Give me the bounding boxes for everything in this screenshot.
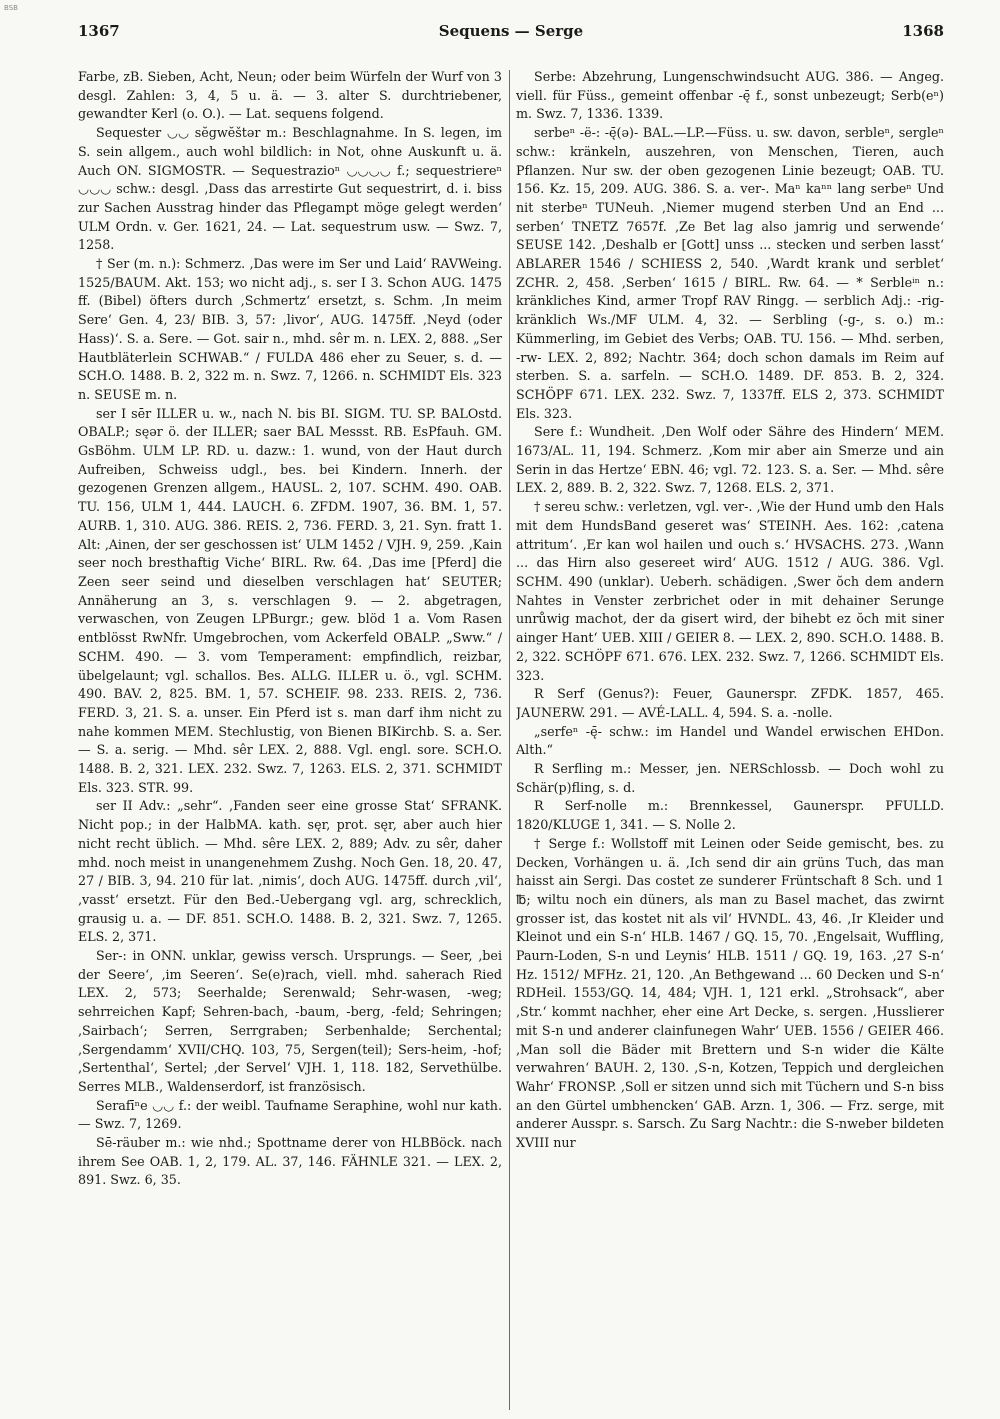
entry-paragraph: Sē-räuber m.: wie nhd.; Spottname derer von HLBBöck. nach ihrem See OAB. 1, 2, 179. AL. 37, 146. FÄHNLE 321. — LEX. 2, 891. Swz. 6, 35. (78, 1135, 502, 1188)
entry-paragraph: R Serf-nolle m.: Brennkessel, Gaunerspr. PFULLD. 1820/KLUGE 1, 341. — S. Nolle 2. (516, 798, 944, 833)
entry-paragraph: † Serge f.: Wollstoff mit Leinen oder Seide gemischt, bes. zu Decken, Vorhängen u. ä. ‚Ich send dir ain grüns Tuch, das man haisst ain Sergi. Das costet ze sunderer Früntschaft 8 Sch. und 1 ℔; wiltu noch ein düners, als man zu Basel machet, das zwirnt grosser ist, das kostet nit als vil‘ HVNDL. 43, 46. ‚Ir Kleider und Kleinot und ein S-n‘ HLB. 1467 / GQ. 15, 70. ‚Engelsait, Wuffling, Paurn-Loden, S-n und Leynis‘ HLB. 1511 / GQ. 19, 163. ‚27 S-n‘ Hz. 1512/ MFHz. 21, 120. ‚An Bethgewand ... 60 Decken und S-n‘ RDHeil. 1553/GQ. 14, 484; VJH. 1, 121 erkl. „Strohsack“, aber ‚Str.‘ kommt nachher, eher eine Art Decke, s. sergen. ‚Husslierer mit S-n und anderer clainfunegen Wahr‘ UEB. 1556 / GEIER 466. ‚Man soll die Bäder mit Brettern und S-n wider die Kälte verwahren‘ BAUH. 2, 130. ‚S-n, Kotzen, Teppich und dergleichen Wahr‘ FRONSP. ‚Soll er sitzen unnd sich mit Tüchern und S-n biss an den Gürtel umbhencken‘ GAB. Arzn. 1, 306. — Frz. serge, mit anderer Ausspr. s. Sarsch. Zu Sarg Nachtr.: die S-nweber bildeten XVIII nur (516, 835, 944, 1151)
entry-paragraph: Serafīⁿe ◡◡ f.: der weibl. Taufname Seraphine, wohl nur kath. — Swz. 7, 1269. (78, 1097, 502, 1132)
running-title: Sequens — Serge (438, 22, 584, 40)
entry-paragraph: R Serfling m.: Messer, jen. NERSchlossb. — Doch wohl zu Schär(p)fling, s. d. (516, 761, 944, 795)
right-column (516, 68, 944, 1413)
left-column (78, 68, 502, 1413)
entry-paragraph: Farbe, zB. Sieben, Acht, Neun; oder beim Würfeln der Wurf von 3 desgl. Zahlen: 3, 4, 5 u. ä. — 3. alter S. durchtriebener, gewandter Kerl (o. O.). — Lat. sequens folgend. (78, 69, 502, 122)
column-divider (509, 70, 510, 1410)
entry-paragraph: Sere f.: Wundheit. ‚Den Wolf oder Sähre des Hindern‘ MEM. 1673/AL. 11, 194. Schmerz. ‚Kom mir aber ain Smerze und ain Serin in das Hertze‘ EBN. 46; vgl. 72. 123. S. a. Ser. — Mhd. sêre LEX. 2, 889. B. 2, 322. Swz. 7, 1268. ELS. 2, 371. (516, 424, 944, 496)
right-page-number: 1368 (902, 22, 944, 40)
entry-paragraph: † sereu schw.: verletzen, vgl. ver-. ‚Wie der Hund umb den Hals mit dem HundsBand geseret was‘ STEINH. Aes. 162: ‚catena attritum‘. ‚Er kan wol hailen und ouch s.‘ HVSACHS. 273. ‚Wann ... das Hirn also gesereet wird‘ AUG. 1512 / AUG. 386. Vgl. SCHM. 490 (unklar). Ueberh. schädigen. ‚Swer ŏch dem andern Nahtes in Venster zerbrichet oder in mit dehainer Serunge unrůwig machot, der da gisert wird, der bihebt ez ŏch mit siner ainger Hant‘ UEB. XIII / GEIER 8. — LEX. 2, 890. SCH.O. 1488. B. 2, 322. SCHÖPF 671. 676. LEX. 232. Swz. 7, 1266. SCHMIDT Els. 323. (516, 499, 944, 683)
library-stamp: BSB (4, 4, 18, 12)
entry-paragraph: Serbe: Abzehrung, Lungenschwindsucht AUG. 386. — Angeg. viell. für Füss., gemeint offenbar -ę̄ f., sonst unbezeugt; Serb(eⁿ) m. Swz. 7, 1336. 1339. (516, 69, 944, 122)
entry-paragraph: Sequester ◡◡ sĕgwĕštər m.: Beschlagnahme. In S. legen, im S. sein allgem., auch wohl bildlich: in Not, ohne Auskunft u. ä. Auch ON. SIGMOSTR. — Sequestrazioⁿ ◡◡◡◡ f.; sequestriereⁿ ◡◡◡ schw.: desgl. ‚Dass das arrestirte Gut sequestrirt, d. i. biss zur Sachen Ausstrag hinder das Pflegampt möge gelegt werden‘ ULM Ordn. v. Ger. 1621, 24. — Lat. sequestrum usw. — Swz. 7, 1258. (78, 125, 502, 253)
page-header (78, 22, 944, 46)
entry-paragraph: ser I sēr ILLER u. w., nach N. bis BI. SIGM. TU. SP. BALOstd. OBALP.; sęər ö. der ILLER; saer BAL Messst. RB. EsPfauh. GM. GsBöhm. ULM LP. RD. u. dazw.: 1. wund, von der Haut durch Aufreiben, Schweiss udgl., bes. bei Kindern. Innerh. der gezogenen Grenzen allgem., HAUSL. 2, 107. SCHM. 490. OAB. TU. 156, ULM 1, 444. LAUCH. 6. ZFDM. 1907, 36. BM. 1, 57. AURB. 1, 310. AUG. 386. REIS. 2, 736. FERD. 3, 21. Syn. fratt 1. Alt: ‚Ainen, der ser geschossen ist‘ ULM 1452 / VJH. 9, 259. ‚Kain seer noch bresthaftig Viche‘ BIRL. Rw. 64. ‚Das ime [Pferd] die Zeen seer seind und dieselben verschlagen hat‘ SEUTER; Annäherung an 3, s. verschlagen 9. — 2. abgetragen, verwaschen, von Zeugen LPBurgr.; gew. blöd 1 a. Vom Rasen entblösst RwNfr. Umgebrochen, vom Ackerfeld OBALP. „Sww.“ / SCHM. 490. — 3. vom Temperament: empfindlich, reizbar, übelgelaunt; vgl. schallos. Bes. ALLG. ILLER u. ö., vgl. SCHM. 490. BAV. 2, 825. BM. 1, 57. SCHEIF. 98. 233. REIS. 2, 736. FERD. 3, 21. S. a. unser. Ein Pferd ist s. man darf ihm nicht zu nahe kommen MEM. Stechlustig, von Bienen BIKirchb. S. a. Ser. — S. a. serig. — Mhd. sêr LEX. 2, 888. Vgl. engl. sore. SCH.O. 1488. B. 2, 321. LEX. 232. Swz. 7, 1263. ELS. 2, 371. SCHMIDT Els. 323. STR. 99. (78, 405, 502, 795)
entry-paragraph: „serfeⁿ -ę̄- schw.: im Handel und Wandel erwischen EHDon. Alth.“ (516, 723, 944, 758)
entry-paragraph: serbeⁿ -ë-: -ę̄(ə)- BAL.—LP.—Füss. u. sw. davon, serbleⁿ, sergleⁿ schw.: kränkeln, auszehren, von Menschen, Tieren, auch Pflanzen. Nur sw. der oben gezogenen Linie bezeugt; OAB. TU. 156. Kz. 15, 209. AUG. 386. S. a. ver-. Maⁿ kaⁿⁿ lang serbeⁿ Und nit sterbeⁿ TUNeuh. ‚Niemer mugend sterben Und an End ... serben‘ TNETZ 7657f. ‚Ze Bet lag also jamrig und serwende‘ SEUSE 142. ‚Deshalb er [Gott] unss ... stecken und serben lasst‘ ABLARER 1546 / SCHIESS 2, 540. ‚Wardt krank und serblet‘ ZCHR. 2, 458. ‚Serben‘ 1615 / BIRL. Rw. 64. — * Serbleⁱⁿ n.: kränkliches Kind, armer Tropf RAV Ringg. — serblich Adj.: -rig- kränklich Ws./MF ULM. 4, 32. — Serbling (-g-, s. o.) m.: Kümmerling, im Gebiet des Verbs; OAB. TU. 156. — Mhd. serben, -rw- LEX. 2, 892; Nachtr. 364; doch schon damals im Reim auf sterben. S. a. sarfeln. — SCH.O. 1489. DF. 853. B. 2, 324. SCHÖPF 671. LEX. 232. Swz. 7, 1337ff. ELS 2, 373. SCHMIDT Els. 323. (516, 125, 944, 421)
left-page-number: 1367 (78, 22, 120, 40)
entry-paragraph: ser II Adv.: „sehr“. ‚Fanden seer eine grosse Stat‘ SFRANK. Nicht pop.; in der HalbMA. kath. sęr, prot. sęr, aber auch hier nicht recht üblich. — Mhd. sêre LEX. 2, 889; Adv. zu sêr, daher mhd. noch meist in unangenehmem Zushg. Noch Gen. 18, 20. 47, 27 / BIB. 3, 94. 210 für lat. ‚nimis‘, doch AUG. 1475ff. durch ‚vil‘, ‚vasst‘ ersetzt. Für den Bed.-Uebergang vgl. arg, schrecklich, grausig u. a. — DF. 851. SCH.O. 1488. B. 2, 321. Swz. 7, 1265. ELS. 2, 371. (78, 798, 502, 945)
entry-paragraph: † Ser (m. n.): Schmerz. ‚Das were im Ser und Laid‘ RAVWeing. 1525/BAUM. Akt. 153; wo nicht adj., s. ser I 3. Schon AUG. 1475 ff. (Bibel) öfters durch ‚Schmertz‘ ersetzt, s. Schm. ‚In meim Sere‘ Gen. 4, 23/ BIB. 3, 57: ‚livor‘, AUG. 1475ff. ‚Neyd (oder Hass)‘. S. a. Sere. — Got. sair n., mhd. sêr m. n. LEX. 2, 888. „Ser Hautbläterlein SCHWAB.“ / FULDA 486 eher zu Seuer, s. d. — SCH.O. 1488. B. 2, 322 m. n. Swz. 7, 1266. n. SCHMIDT Els. 323 n. SEUSE m. n. (78, 256, 502, 402)
entry-paragraph: R Serf (Genus?): Feuer, Gaunerspr. ZFDK. 1857, 465. JAUNERW. 291. — AVÉ-LALL. 4, 594. S. a. -nolle. (516, 686, 944, 720)
entry-paragraph: Ser-: in ONN. unklar, gewiss versch. Ursprungs. — Seer, ‚bei der Seere‘, ‚im Seeren‘. Se(e)rach, viell. mhd. saherach Ried LEX. 2, 573; Seerhalde; Serenwald; Sehr-wasen, -weg; sehrreichen Kapf; Sehren-bach, -baum, -berg, -feld; Sehringen; ‚Sairbach‘; Serren, Serrgraben; Serbenhalde; Serchental; ‚Sergendamm‘ XVII/CHQ. 103, 75, Sergen(teil); Sers-heim, -hof; ‚Sertenthal‘, Sertel; ‚der Servel‘ VJH. 1, 118. 182, Servethülbe. Serres MLB., Waldenserdorf, ist französisch. (78, 948, 502, 1094)
